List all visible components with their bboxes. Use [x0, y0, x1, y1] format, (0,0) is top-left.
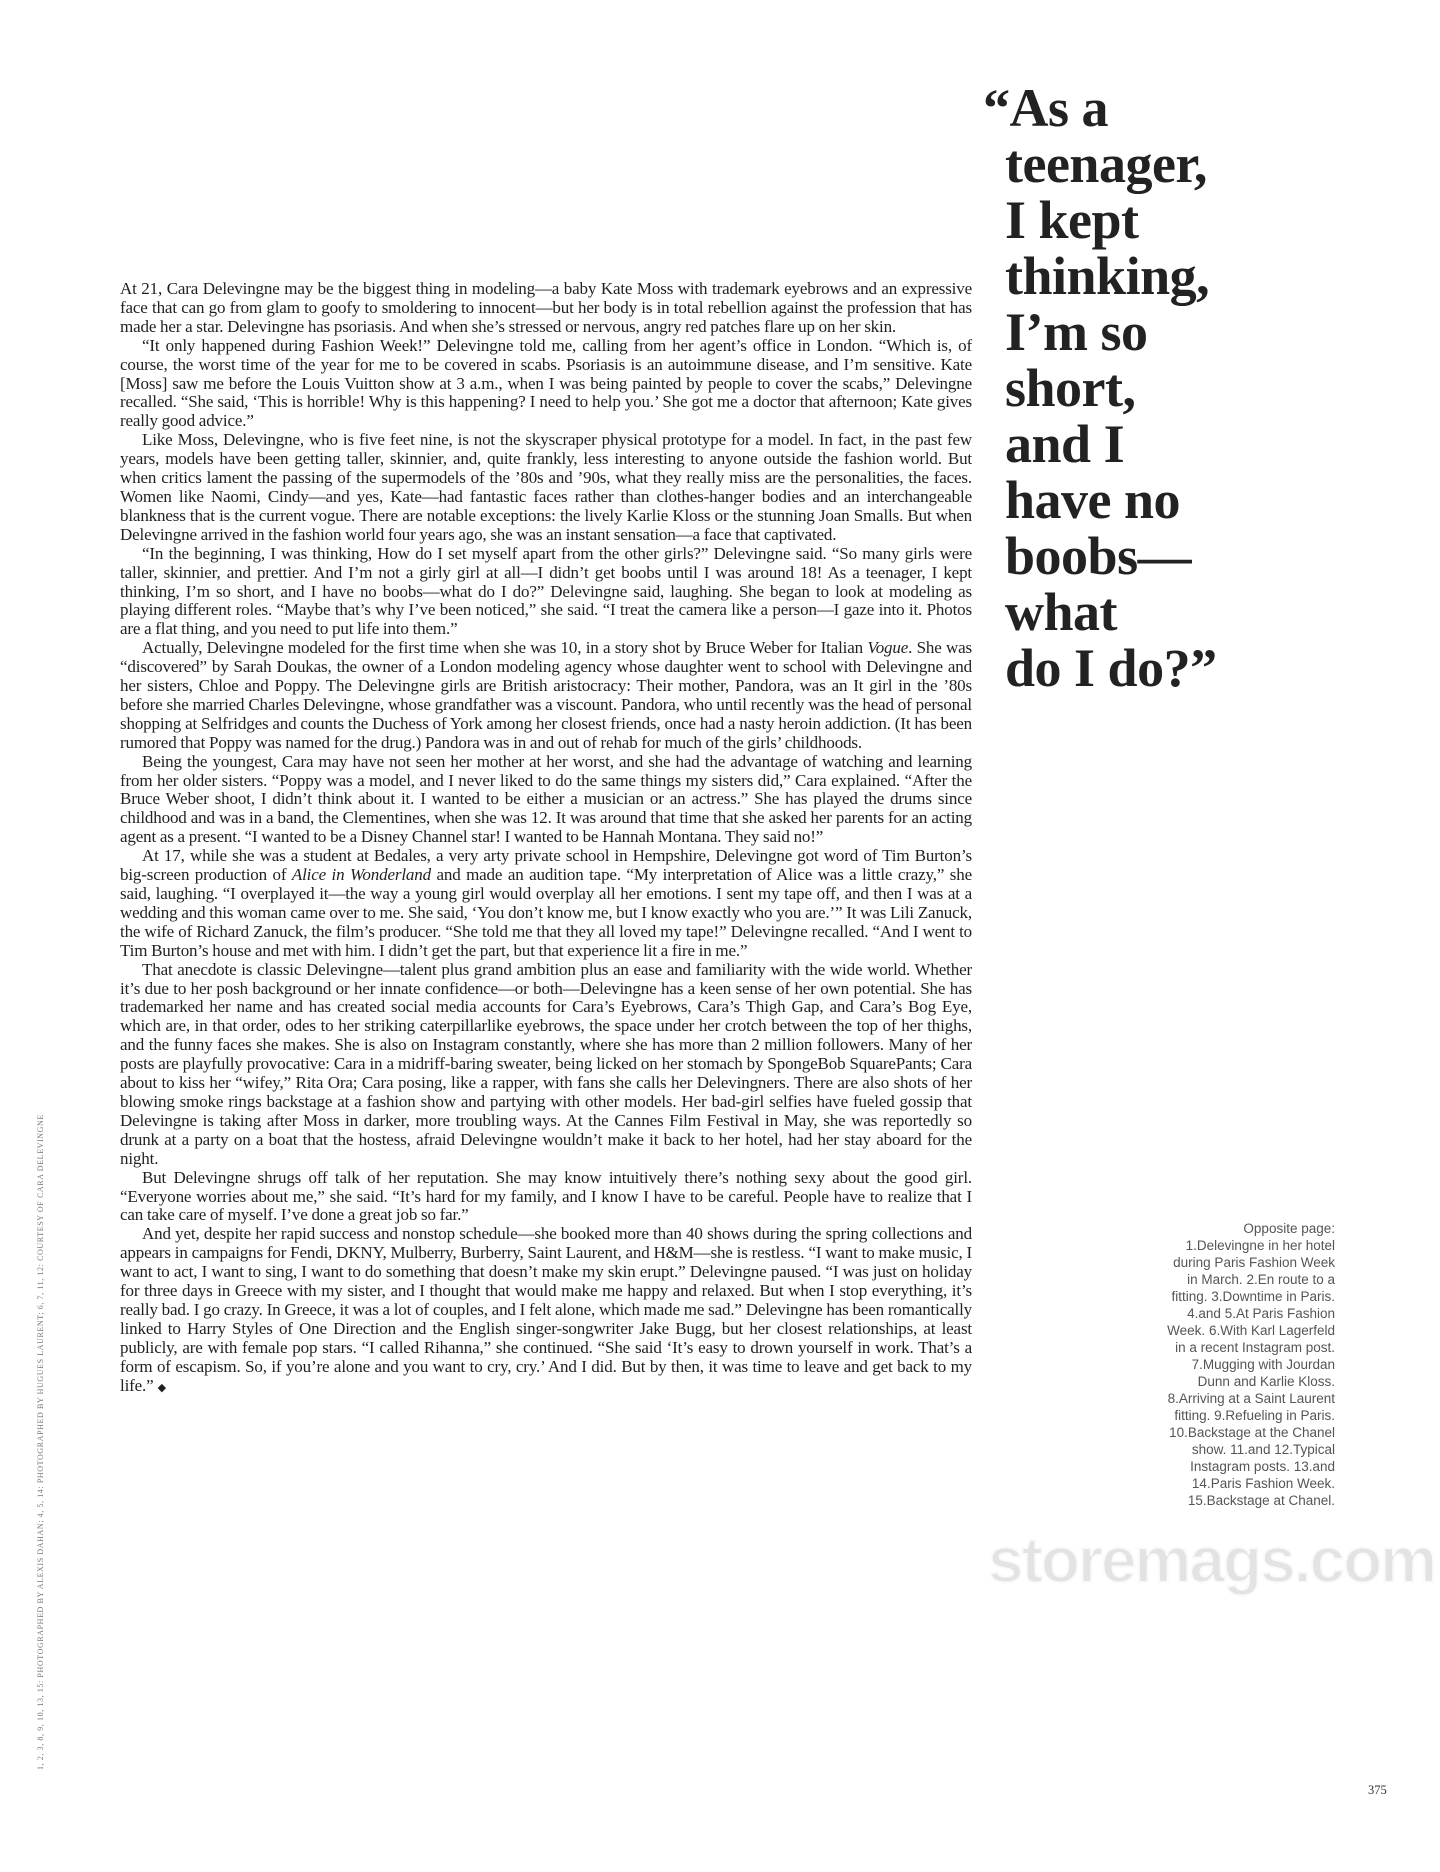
paragraph: That anecdote is classic Delevingne—talent plus grand ambition plus an ease and familiarity with the wide world. Whether it’s due to her posh background or her innate confidence—or both—Delevingne has a keen sense of her own potential. She has trademarked her name and has created social media accounts for Cara’s Eyebrows, Cara’s Thigh Gap, and Cara’s Bog Eye, which are, in that order, odes to her striking caterpillarlike eyebrows, the space under her crotch between the top of her thighs, and the funny faces she makes. She is also on Instagram constantly, where she has more than 2 million followers. Many of her posts are playfully provocative: Cara in a midriff-baring sweater, being licked on her stomach by SpongeBob SquarePants; Cara about to kiss her “wifey,” Rita Ora; Cara posing, like a rapper, with fans she calls her Delevingners. There are also shots of her blowing smoke rings backstage at a fashion show and partying with other models. Her bad-girl selfies have fueled gossip that Delevingne is taking after Moss in darker, more troubling ways. At the Cannes Film Festival in May, she was reportedly so drunk at a party on a boat that the hostess, afraid Delevingne wouldn’t make it back to her hotel, had her stay aboard for the night. [120, 959, 972, 1168]
watermark: storemags.com [988, 1524, 1436, 1596]
paragraph: “It only happened during Fashion Week!” Delevingne told me, calling from her agent’s office in London. “Which is, of course, the worst time of the year for me to be covered in scabs. Psoriasis is an autoimmune disease, and I’m sensitive. Kate [Moss] saw me before the Louis Vuitton show at 3 a.m., when I was being painted by people to cover the scabs,” Delevingne recalled. “She said, ‘This is horrible! Why is this happening? I need to help you.’ She got me a doctor that afternoon; Kate gives really good advice.” [120, 335, 972, 431]
paragraph: Being the youngest, Cara may have not seen her mother at her worst, and she had the advantage of watching and learning from her older sisters. “Poppy was a model, and I never liked to do the same things my sisters did,” Cara explained. “After the Bruce Weber shoot, I didn’t think about it. I wanted to be either a musician or an actress.” She has played the drums since childhood and was in a band, the Clementines, when she was 12. It was around that time that she asked her parents for an acting agent as a present. “I wanted to be a Disney Channel star! I wanted to be Hannah Montana. They said no!” [120, 751, 972, 847]
paragraph: Like Moss, Delevingne, who is five feet nine, is not the skyscraper physical prototype for a model. In fact, in the past few years, models have been getting taller, skinnier, and, quite frankly, less interesting to anyone outside the fashion world. But when critics lament the passing of the supermodels of the ’80s and ’90s, what they really miss are the personalities, the faces. Women like Naomi, Cindy—and yes, Kate—had fantastic faces rather than clothes-hanger bodies and an interchangeable blankness that is the current vogue. There are notable exceptions: the lively Karlie Kloss or the stunning Joan Smalls. But when Delevingne arrived in the fashion world four years ago, she was an instant sensation—a face that captivated. [120, 430, 972, 544]
page-number: 375 [1368, 1783, 1387, 1797]
magazine-title: Vogue [867, 638, 909, 658]
photo-credit: 1, 2, 3, 8, 9, 10, 13, 15: PHOTOGRAPHED BY ALEXIS DAHAN; 4, 5, 14: PHOTOGRAPHED BY HUGUES LAURENT; 6, 7, 11, 12: COURTESY OF CARA DELEVINGNE [36, 1114, 45, 1770]
paragraph: “In the beginning, I was thinking, How do I set myself apart from the other girls?” Delevingne said. “So many girls were taller, skinnier, and prettier. And I’m not a girly girl at all—I didn’t get boobs until I was around 18! As a teenager, I kept thinking, I’m so short, and I have no boobs—what do I do?” Delevingne said, laughing. She began to look at modeling as playing different roles. “Maybe that’s why I’ve been noticed,” she said. “I treat the camera like a person—I gaze into it. Photos are a flat thing, and you need to put life into them.” [120, 543, 972, 639]
paragraph: At 17, while she was a student at Bedales, a very arty private school in Hempshire, Delevingne got word of Tim Burton’s big-screen production of Alice in Wonderland and made an audition tape. “My interpretation of Alice was a little crazy,” she said, laughing. “I overplayed it—the way a young girl would overplay all her emotions. I sent my tape off, and then I was at a wedding and this woman came over to me. She said, ‘You don’t know me, but I know exactly who you are.’” It was Lili Zanuck, the wife of Richard Zanuck, the film’s producer. “She told me that they all loved my tape!” Delevingne recalled. “And I went to Tim Burton’s house and met with him. I didn’t get the part, but that experience lit a fire in me.” [120, 846, 972, 960]
article-body [120, 280, 972, 1397]
paragraph: But Delevingne shrugs off talk of her reputation. She may know intuitively there’s nothing sexy about the good girl. “Everyone worries about me,” she said. “It’s hard for my family, and I know I have to be careful. People have to realize that I can take care of myself. I’ve done a great job so far.” [120, 1167, 972, 1225]
paragraph: At 21, Cara Delevingne may be the biggest thing in modeling—a baby Kate Moss with trademark eyebrows and an expressive face that can go from glam to goofy to smoldering to innocent—but her body is in total rebellion against the profession that has made her a star. Delevingne has psoriasis. And when she’s stressed or nervous, angry red patches flare up on her skin. [120, 279, 972, 336]
paragraph: And yet, despite her rapid success and nonstop schedule—she booked more than 40 shows during the spring collections and appears in campaigns for Fendi, DKNY, Mulberry, Burberry, Saint Laurent, and H&M—she is restless. “I want to make music, I want to act, I want to sing, I want to do something that doesn’t make my skin erupt.” Delevingne paused. “I was just on holiday for three days in Greece with my sister, and I thought that would make me happy and relaxed. But when I stop everything, it’s really bad. I go crazy. In Greece, it was a lot of couples, and I felt alone, which made me sad.” Delevingne has been romantically linked to Harry Styles of One Direction and the English singer-songwriter Jake Bugg, but her closest relationships, at least publicly, are with female pop stars. “I called Rihanna,” she continued. “She said ‘It’s easy to drown yourself in work. That’s a form of escapism. So, if you’re alone and you want to cry, cry.’ And I did. But by then, it was time to leave and get back to my life.” ◆ [120, 1224, 972, 1395]
end-mark-icon: ◆ [157, 1381, 166, 1394]
photo-caption: Opposite page: 1.Delevingne in her hotel during Paris Fashion Week in March. 2.En route to a fitting. 3.Downtime in Paris. 4.and 5.At Paris Fashion Week. 6.With Karl Lagerfeld in a recent Instagram post. 7.Mugging with Jourdan Dunn and Karlie Kloss. 8.Arriving at a Saint Laurent fitting. 9.Refueling in Paris. 10.Backstage at the Chanel show. 11.and 12.Typical Instagram posts. 13.and 14.Paris Fashion Week. 15.Backstage at Chanel. [1167, 1221, 1335, 1508]
film-title: Alice in Wonderland [291, 865, 431, 885]
pull-quote: “As a teenager, I kept thinking, I’m so short, and I have no boobs— what do I do?” [983, 78, 1217, 698]
paragraph: Actually, Delevingne modeled for the first time when she was 10, in a story shot by Bruce Weber for Italian Vogue. She was “discovered” by Sarah Doukas, the owner of a London modeling agency whose daughter went to school with Delevingne and her sisters, Chloe and Poppy. The Delevingne girls are British aristocracy: Their mother, Pandora, was an It girl in the ’80s before she married Charles Delevingne, whose grandfather was a viscount. Pandora, who until recently was the head of personal shopping at Selfridges and counts the Duchess of York among her closest friends, once had a nasty heroin addiction. (It has been rumored that Poppy was named for the drug.) Pandora was in and out of rehab for much of the girls’ childhoods. [120, 638, 972, 752]
